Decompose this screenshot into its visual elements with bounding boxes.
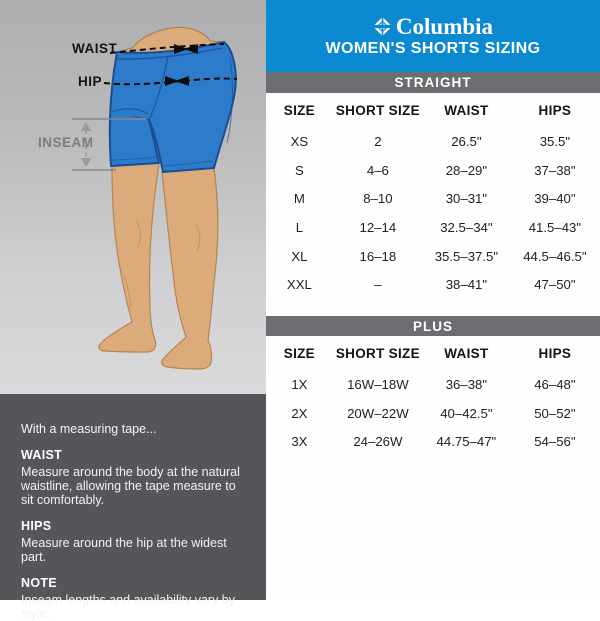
short-size-cell: 24–26W <box>353 434 403 450</box>
waist-cell: 44.75–47" <box>436 434 497 450</box>
hips-cell: 46–48" <box>534 376 576 392</box>
column-header: WAIST <box>444 102 489 118</box>
size-cell: M <box>293 191 305 207</box>
section-header-plus: PLUS <box>266 316 600 336</box>
table-row <box>266 184 600 213</box>
section-header-straight: STRAIGHT <box>266 72 600 93</box>
waist-cell: 38–41" <box>445 277 488 293</box>
blue-shorts-graphic <box>110 42 236 172</box>
hips-cell: 39–40" <box>534 191 576 207</box>
inseam-diagram-label: INSEAM <box>38 135 94 150</box>
size-cell: 1X <box>291 376 308 392</box>
measurement-diagram-panel <box>0 0 266 394</box>
left-panel <box>0 0 266 621</box>
straight-size-table <box>266 93 600 299</box>
table-row <box>266 127 600 156</box>
hips-cell: 44.5–46.5" <box>523 248 587 264</box>
short-size-cell: 8–10 <box>363 191 393 207</box>
plus-size-table <box>266 336 600 456</box>
hips-cell: 35.5" <box>539 133 571 149</box>
short-size-cell: 12–14 <box>359 219 397 235</box>
guide-heading: HIPS <box>21 519 52 533</box>
waist-cell: 26.5" <box>451 133 482 149</box>
hips-cell: 50–52" <box>534 405 576 421</box>
size-cell: XS <box>290 133 309 149</box>
brand-header <box>266 0 600 72</box>
size-cell: XXL <box>286 277 312 293</box>
size-cell: XL <box>291 248 308 264</box>
column-header: SHORT SIZE <box>335 102 420 118</box>
hip-diagram-label: HIP <box>78 74 103 89</box>
column-header: SIZE <box>283 345 315 361</box>
hips-cell: 54–56" <box>534 434 576 450</box>
table-row <box>266 213 600 242</box>
table-row <box>266 370 600 399</box>
short-size-cell: – <box>374 277 382 293</box>
short-size-cell: 2 <box>374 133 382 149</box>
waist-cell: 32.5–34" <box>440 219 493 235</box>
column-header: HIPS <box>538 102 572 118</box>
hips-cell: 37–38" <box>534 162 576 178</box>
hips-cell: 41.5–43" <box>528 219 582 235</box>
waist-cell: 36–38" <box>445 376 488 392</box>
short-size-cell: 16–18 <box>359 248 397 264</box>
guide-text: Measure around the hip at the widest part. <box>21 536 227 564</box>
waist-cell: 30–31" <box>445 191 488 207</box>
guide-heading: WAIST <box>21 448 63 462</box>
page-title: WOMEN'S SHORTS SIZING <box>325 40 541 57</box>
hips-cell: 47–50" <box>534 277 576 293</box>
table-header-row <box>266 93 600 127</box>
table-header-row <box>266 336 600 370</box>
shorts-measurement-illustration <box>0 0 266 394</box>
short-size-cell: 20W–22W <box>347 405 409 421</box>
table-row <box>266 428 600 457</box>
table-row <box>266 399 600 428</box>
table-row <box>266 156 600 185</box>
table-row <box>266 242 600 271</box>
size-cell: 3X <box>291 434 308 450</box>
size-cell: S <box>295 162 304 178</box>
columbia-gem-icon <box>373 17 392 36</box>
waist-cell: 35.5–37.5" <box>434 248 499 264</box>
guide-text: Measure around the body at the natural waistline, allowing the tape measure to sit comfortably. <box>21 465 240 507</box>
guide-section-note <box>21 576 246 621</box>
waist-cell: 28–29" <box>445 162 488 178</box>
waist-cell: 40–42.5" <box>440 405 493 421</box>
column-header: WAIST <box>444 345 489 361</box>
size-cell: 2X <box>291 405 308 421</box>
sizing-chart-panel <box>266 0 600 600</box>
guide-text: Inseam lengths and availability vary by style. <box>21 593 236 621</box>
columbia-logo <box>373 15 493 38</box>
column-header: SIZE <box>283 102 315 118</box>
short-size-cell: 16W–18W <box>347 376 409 392</box>
column-header: SHORT SIZE <box>335 345 420 361</box>
table-row <box>266 270 600 299</box>
guide-intro: With a measuring tape... <box>21 422 157 436</box>
measuring-guide-panel <box>0 394 266 621</box>
guide-section-hips <box>21 519 246 564</box>
guide-heading: NOTE <box>21 576 57 590</box>
brand-name: Columbia <box>395 14 494 39</box>
column-header: HIPS <box>538 345 572 361</box>
guide-section-waist <box>21 448 246 507</box>
size-cell: L <box>295 219 304 235</box>
short-size-cell: 4–6 <box>366 162 389 178</box>
waist-diagram-label: WAIST <box>72 41 118 56</box>
